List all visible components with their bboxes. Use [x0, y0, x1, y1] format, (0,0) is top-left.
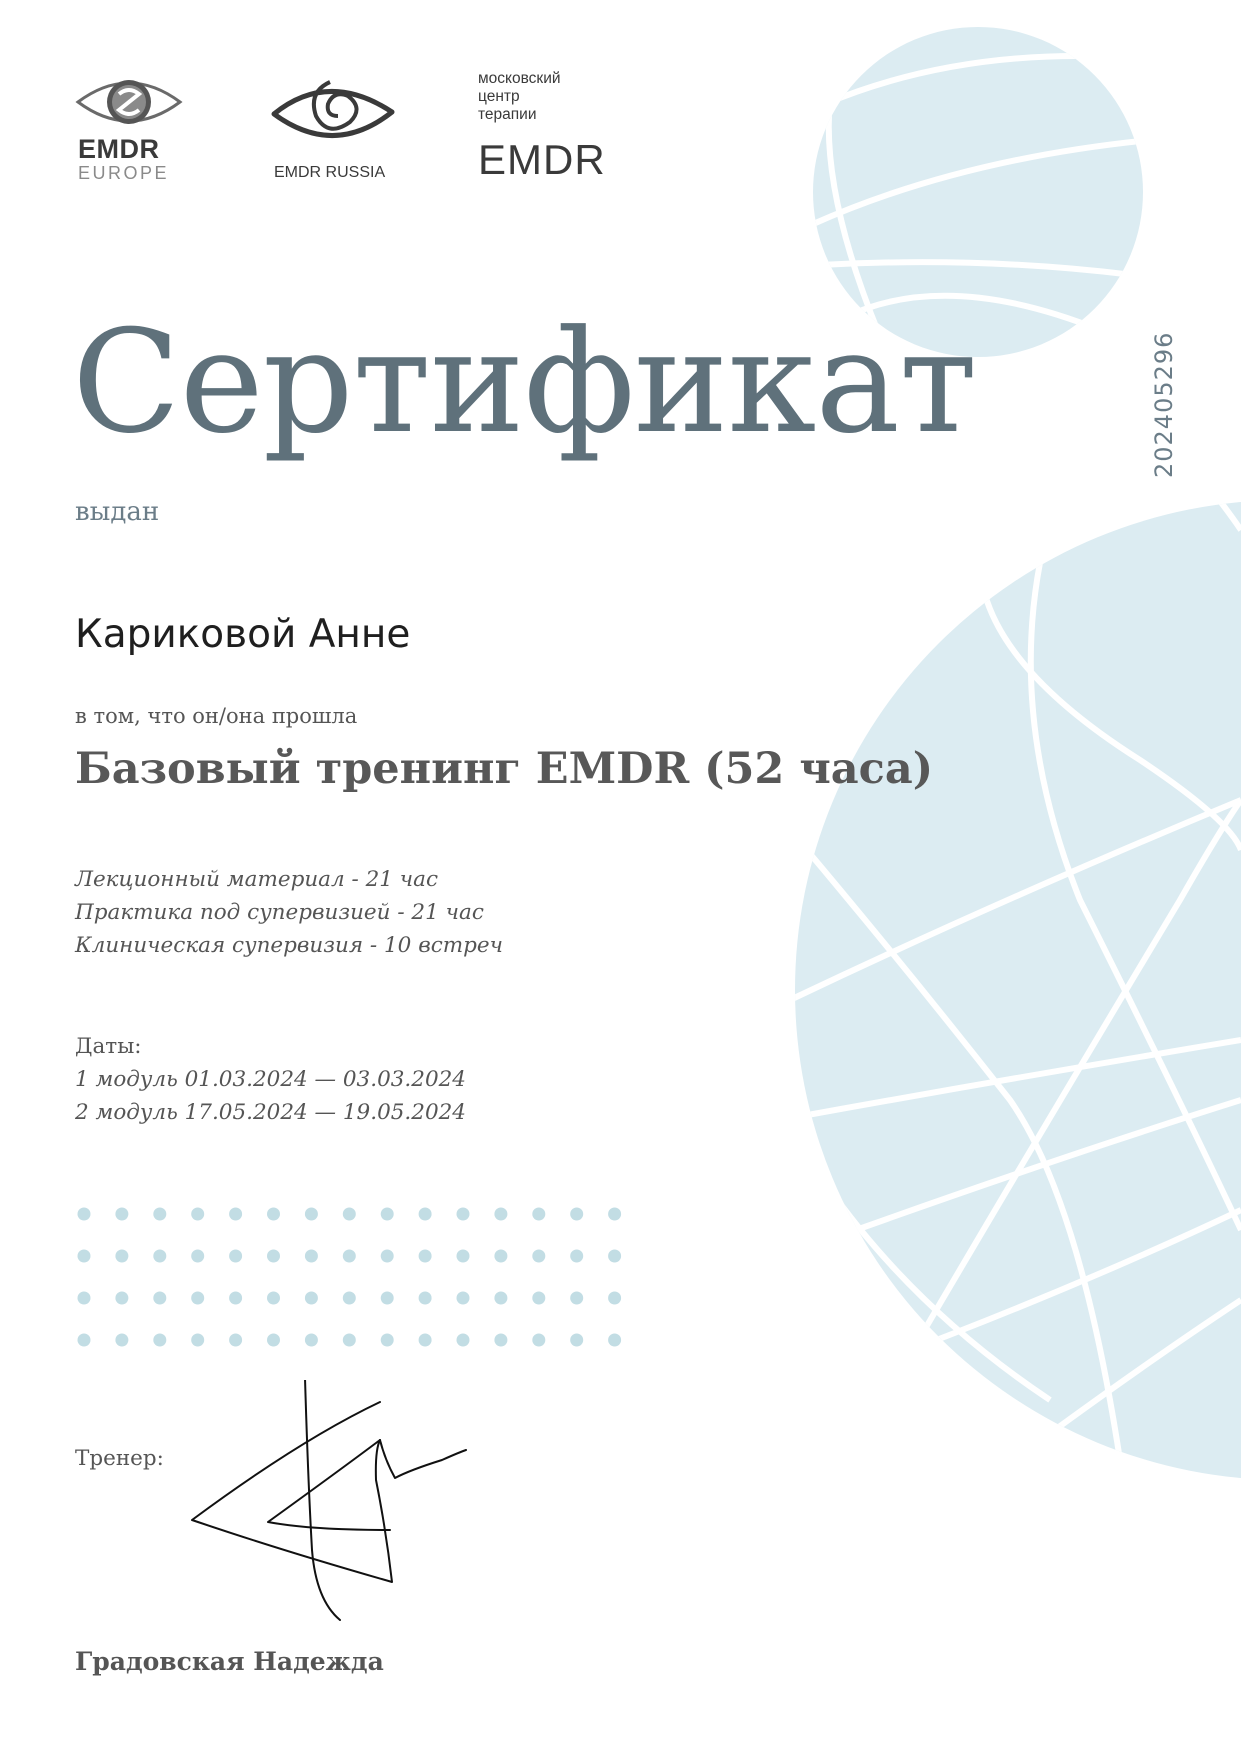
emdr-europe-logo [74, 72, 184, 182]
moscow-logo-line1: московский [478, 70, 561, 87]
decorative-dot [267, 1250, 280, 1263]
emdr-europe-subtext: EUROPE [78, 163, 170, 183]
decorative-dot [570, 1208, 583, 1221]
decorative-dot [608, 1250, 621, 1263]
trainer-label: Тренер: [75, 1446, 164, 1471]
decorative-dot [532, 1208, 545, 1221]
decorative-dot [457, 1250, 470, 1263]
decorative-dot [494, 1292, 507, 1305]
decorative-dot [191, 1334, 204, 1347]
emdr-russia-eye-logo-icon [268, 72, 398, 157]
decorative-dot [457, 1292, 470, 1305]
recipient-name: Кариковой Анне [75, 612, 411, 657]
decorative-dot [305, 1250, 318, 1263]
emdr-russia-text: EMDR RUSSIA [274, 164, 386, 181]
emdr-europe-eye-logo-icon [74, 72, 184, 132]
detail-supervision: Клиническая супервизия - 10 встреч [75, 933, 503, 958]
dates-label: Даты: [75, 1034, 142, 1059]
decorative-dot [115, 1250, 128, 1263]
decorative-dot [532, 1292, 545, 1305]
decorative-dot [115, 1208, 128, 1221]
decorative-dot [191, 1250, 204, 1263]
certificate-serial-number: 202405296 [1150, 331, 1178, 478]
detail-lectures: Лекционный материал - 21 час [75, 867, 439, 892]
decorative-dot [570, 1334, 583, 1347]
decorative-dot [229, 1250, 242, 1263]
decorative-dot [457, 1208, 470, 1221]
decorative-dot [229, 1292, 242, 1305]
decorative-dot [608, 1292, 621, 1305]
decorative-dot [419, 1334, 432, 1347]
decorative-dot [343, 1208, 356, 1221]
moscow-logo-line3: терапии [478, 106, 537, 123]
emdr-russia-logo [268, 72, 408, 182]
decorative-dot [305, 1292, 318, 1305]
moscow-logo-line2: центр [478, 88, 520, 105]
decorative-dot [305, 1208, 318, 1221]
trainer-signature [180, 1380, 480, 1630]
certificate-title: Сертификат [72, 300, 977, 465]
decorative-dot [381, 1208, 394, 1221]
issued-label: выдан [75, 497, 160, 527]
decorative-dot [267, 1208, 280, 1221]
decorative-dot [115, 1334, 128, 1347]
decorative-dot [419, 1250, 432, 1263]
moscow-center-logo [478, 70, 638, 190]
decorative-dot [305, 1334, 318, 1347]
decorative-dot [78, 1292, 91, 1305]
detail-practice: Практика под супервизией - 21 час [75, 900, 484, 925]
decorative-dot [608, 1334, 621, 1347]
decorative-dot [78, 1334, 91, 1347]
dot-grid-decoration [70, 1200, 630, 1360]
course-title: Базовый тренинг EMDR (52 часа) [75, 744, 934, 794]
decorative-dot [457, 1334, 470, 1347]
decorative-dot [229, 1334, 242, 1347]
decorative-dot [494, 1208, 507, 1221]
decorative-dot [115, 1292, 128, 1305]
decorative-dot [532, 1250, 545, 1263]
decorative-dot [153, 1334, 166, 1347]
decorative-dot [343, 1334, 356, 1347]
decorative-dot [381, 1334, 394, 1347]
decorative-dot [419, 1208, 432, 1221]
statement-text: в том, что он/она прошла [75, 704, 358, 728]
decorative-dot [570, 1292, 583, 1305]
date-module-1: 1 модуль 01.03.2024 — 03.03.2024 [75, 1067, 466, 1092]
emdr-europe-text: EMDR [78, 134, 160, 164]
decorative-dot [153, 1208, 166, 1221]
decorative-dot [153, 1250, 166, 1263]
decorative-dot [381, 1292, 394, 1305]
moscow-logo-mark: EMDR [478, 136, 606, 183]
decorative-dot [570, 1250, 583, 1263]
decorative-dot [494, 1250, 507, 1263]
decorative-dot [608, 1208, 621, 1221]
decorative-dot [494, 1334, 507, 1347]
decorative-dot [267, 1292, 280, 1305]
decorative-dot [153, 1292, 166, 1305]
date-module-2: 2 модуль 17.05.2024 — 19.05.2024 [75, 1100, 466, 1125]
decorative-dot [191, 1292, 204, 1305]
decorative-dot [419, 1292, 432, 1305]
decorative-dot [532, 1334, 545, 1347]
decorative-dot [229, 1208, 242, 1221]
decorative-dot [267, 1334, 280, 1347]
decorative-dot [381, 1250, 394, 1263]
decorative-dot [78, 1250, 91, 1263]
decorative-dot [343, 1250, 356, 1263]
large-globe [795, 500, 1241, 1480]
decorative-dot [343, 1292, 356, 1305]
decorative-dot [78, 1208, 91, 1221]
trainer-name: Градовская Надежда [75, 1647, 384, 1676]
decorative-dot [191, 1208, 204, 1221]
